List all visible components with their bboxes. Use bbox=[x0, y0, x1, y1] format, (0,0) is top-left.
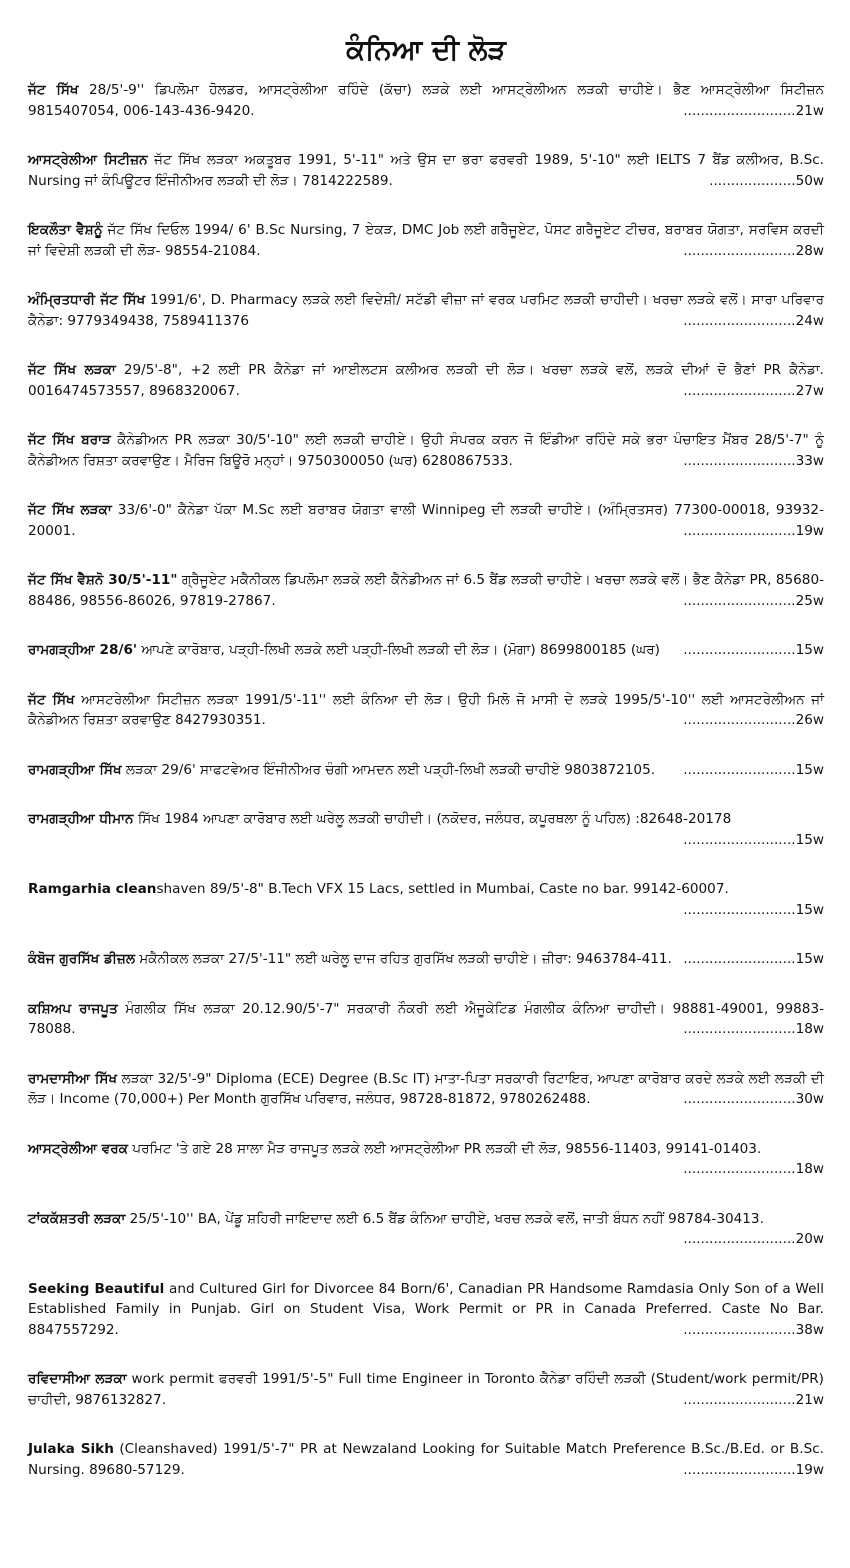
classified-ad bbox=[28, 150, 824, 191]
ad-lead: ਜੱਟ ਸਿੱਖ ਬਰਾੜ bbox=[28, 432, 111, 448]
classified-ad bbox=[28, 1139, 824, 1180]
ad-body: ਪਰਮਿਟ 'ਤੇ ਗਏ 28 ਸਾਲਾ ਮੈੜ ਰਾਜਪੂਤ ਲੜਕੇ ਲਈ ਆਸਟ੍ਰੇਲੀਆ PR ਲੜਕੀ ਦੀ ਲੋੜ, 98556-11403, 99141-01403. bbox=[128, 1140, 762, 1157]
classified-ad bbox=[28, 809, 824, 850]
ad-lead: ਜੱਟ ਸਿੱਖ ਵੈਸ਼ਨੋ 30/5'-11" bbox=[28, 572, 178, 588]
classified-ad bbox=[28, 500, 824, 541]
ad-ref: ..........................26w bbox=[683, 712, 824, 728]
ad-body: ਲੜਕਾ 29/6' ਸਾਫਟਵੇਅਰ ਇੰਜੀਨੀਅਰ ਚੰਗੀ ਆਮਦਨ ਲਈ ਪੜ੍ਹੀ-ਲਿਖੀ ਲੜਕੀ ਚਾਹੀਏ 9803872105. bbox=[121, 761, 656, 778]
ad-ref: ..........................30w bbox=[683, 1091, 824, 1107]
ad-body: ਸਿੱਖ 1984 ਆਪਣਾ ਕਾਰੋਬਾਰ ਲਈ ਘਰੇਲੂ ਲੜਕੀ ਚਾਹੀਦੀ। (ਨਕੋਦਰ, ਜਲੰਧਰ, ਕਪੂਰਥਲਾ ਨੂੰ ਪਹਿਲ) :82648-20178 bbox=[133, 811, 732, 827]
ad-ref: ..........................15w bbox=[683, 951, 824, 967]
classified-ad bbox=[28, 80, 824, 121]
classified-ad bbox=[28, 949, 824, 970]
ad-ref: ..........................18w bbox=[683, 1021, 824, 1037]
ad-ref: ..........................19w bbox=[683, 1461, 824, 1478]
ad-ref: ..........................15w bbox=[683, 901, 824, 918]
ad-body: ਜੱਟ ਸਿੱਖ ਲੜਕਾ ਅਕਤੂਬਰ 1991, 5'-11" ਅਤੇ ਉਸ ਦਾ ਭਰਾ ਫਰਵਰੀ 1989, 5'-10" ਲਈ IELTS 7 ਬੈਂਡ ਕਲੀਅਰ, B.Sc. Nursing ਜਾਂ ਕੰਪਿਊਟਰ ਇੰਜੀਨੀਅਰ ਲੜਕੀ ਦੀ ਲੋੜ। 7814222589. bbox=[28, 152, 824, 189]
ad-body: 1991/6', D. Pharmacy ਲੜਕੇ ਲਈ ਵਿਦੇਸ਼ੀ/ ਸਟੱਡੀ ਵੀਜ਼ਾ ਜਾਂ ਵਰਕ ਪਰਮਿਟ ਲੜਕੀ ਚਾਹੀਦੀ। ਖਰਚਾ ਲੜਕੇ ਵਲੋਂ। ਸਾਰਾ ਪਰਿਵਾਰ ਕੈਨੇਡਾ: 9779349438, 7589411376 bbox=[28, 292, 824, 329]
ad-ref: ..........................38w bbox=[683, 1321, 824, 1338]
ad-body: ਕੈਨੇਡੀਅਨ PR ਲੜਕਾ 30/5'-10" ਲਈ ਲੜਕੀ ਚਾਹੀਏ। ਉਹੀ ਸੰਪਰਕ ਕਰਨ ਜੋ ਇੰਡੀਆ ਰਹਿੰਦੇ ਸਕੇ ਭਰਾ ਪੰਚਾਇਤ ਮੈਂਬਰ 28/5'-7" ਨੂੰ ਕੈਨੇਡੀਅਨ ਰਿਸ਼ਤਾ ਕਰਵਾਉਣ। ਮੈਰਿਜ ਬਿਊਰੋ ਮਨ੍ਹਾਂ। 9750300050 (ਘਰ) 6280867533. bbox=[28, 432, 825, 469]
ad-body: ਮੰਗਲੀਕ ਸਿੱਖ ਲੜਕਾ 20.12.90/5'-7" ਸਰਕਾਰੀ ਨੌਕਰੀ ਲਈ ਐਜੂਕੇਟਿਡ ਮੰਗਲੀਕ ਕੰਨਿਆ ਚਾਹੀਦੀ। 98881-49001, 99883-78088. bbox=[28, 1000, 824, 1037]
ad-ref: ..........................33w bbox=[683, 452, 824, 469]
ad-body: ਆਪਣੇ ਕਾਰੋਬਾਰ, ਪੜ੍ਹੀ-ਲਿਖੀ ਲੜਕੇ ਲਈ ਪੜ੍ਹੀ-ਲਿਖੀ ਲੜਕੀ ਦੀ ਲੋੜ। (ਮੋਗਾ) 8699800185 (ਘਰ) bbox=[137, 642, 660, 658]
ad-lead: ਰਵਿਦਾਸੀਆ ਲੜਕਾ bbox=[28, 1371, 127, 1387]
classified-ad bbox=[28, 999, 824, 1040]
ad-body: ਗ੍ਰੈਜੂਏਟ ਮਕੈਨੀਕਲ ਡਿਪਲੋਮਾ ਲੜਕੇ ਲਈ ਕੈਨੇਡੀਅਨ ਜਾਂ 6.5 ਬੈਂਡ ਲੜਕੀ ਚਾਹੀਏ। ਖਰਚਾ ਲੜਕੇ ਵਲੋਂ। ਭੈਣ ਕੈਨੇਡਾ PR, 85680-88486, 98556-86026, 97819-27867. bbox=[28, 572, 824, 609]
ad-ref: ..........................27w bbox=[683, 382, 824, 399]
ads-list bbox=[28, 80, 824, 1480]
ad-lead: ਇਕਲੌਤਾ ਵੈਸ਼ਨੂੰ bbox=[28, 222, 103, 238]
ad-ref: ..........................21w bbox=[683, 102, 824, 119]
ad-ref: ..........................15w bbox=[683, 761, 824, 778]
classified-ad bbox=[28, 690, 824, 731]
ad-ref: ..........................25w bbox=[683, 592, 824, 609]
ad-lead: ਟਾਂਕਕੱਸ਼ਤਰੀ ਲੜਕਾ bbox=[28, 1210, 126, 1227]
ad-body: 33/6'-0" ਕੈਨੇਡਾ ਪੱਕਾ M.Sc ਲਈ ਬਰਾਬਰ ਯੋਗਤਾ ਵਾਲੀ Winnipeg ਦੀ ਲੜਕੀ ਚਾਹੀਏ। (ਅੰਮ੍ਰਿਤਸਰ) 77300-00018, 93932-20001. bbox=[28, 502, 824, 539]
ad-lead: ਕੰਬੋਜ ਗੁਰਸਿੱਖ ਡੀਜ਼ਲ bbox=[28, 951, 136, 967]
ad-lead: ਆਸਟ੍ਰੇਲੀਆ ਸਿਟੀਜ਼ਨ bbox=[28, 152, 148, 168]
classified-ad bbox=[28, 570, 824, 611]
ad-body: work permit ਫਰਵਰੀ 1991/5'-5" Full time Engineer in Toronto ਕੈਨੇਡਾ ਰਹਿੰਦੀ ਲੜਕੀ (Student/work permit/PR) ਚਾਹੀਦੀ, 9876132827. bbox=[28, 1371, 824, 1408]
ad-ref: ..........................15w bbox=[683, 642, 824, 658]
ad-ref: ....................50w bbox=[709, 172, 824, 189]
classified-ad bbox=[28, 879, 824, 920]
classified-ad bbox=[28, 430, 824, 471]
ad-body: and Cultured Girl for Divorcee 84 Born/6', Canadian PR Handsome Ramdasia Only Son of a Well Established Family in Punjab. Girl on Student Visa, Work Permit or PR in Canada Preferred. Caste No Bar. 8847557292. bbox=[28, 1280, 824, 1338]
ad-body: 28/5'-9'' ਡਿਪਲੋਮਾ ਹੋਲਡਰ, ਆਸਟ੍ਰੇਲੀਆ ਰਹਿੰਦੇ (ਕੱਚਾ) ਲੜਕੇ ਲਈ ਆਸਟ੍ਰੇਲੀਅਨ ਲੜਕੀ ਚਾਹੀਏ। ਭੈਣ ਆਸਟ੍ਰੇਲੀਆ ਸਿਟੀਜ਼ਨ 9815407054, 006-143-436-9420. bbox=[28, 82, 825, 119]
ad-body: 25/5'-10'' BA, ਪੇਂਡੂ ਸ਼ਹਿਰੀ ਜਾਇਦਾਦ ਲਈ 6.5 ਬੈਂਡ ਕੰਨਿਆ ਚਾਹੀਏ, ਖਰਚ ਲੜਕੇ ਵਲੋਂ, ਜਾਤੀ ਬੰਧਨ ਨਹੀਂ 98784-30413. bbox=[125, 1210, 764, 1227]
ad-ref: ..........................21w bbox=[683, 1391, 824, 1408]
ad-body: 29/5'-8", +2 ਲਈ PR ਕੈਨੇਡਾ ਜਾਂ ਆਈਲਟਸ ਕਲੀਅਰ ਲੜਕੀ ਦੀ ਲੋੜ। ਖਰਚਾ ਲੜਕੇ ਵਲੋਂ, ਲੜਕੇ ਦੀਆਂ ਦੋ ਭੈਣਾਂ PR ਕੈਨੇਡਾ. 0016474573557, 8968320067. bbox=[28, 362, 824, 399]
ad-lead: ਜੱਟ ਸਿੱਖ bbox=[28, 82, 79, 98]
ad-ref: ..........................19w bbox=[683, 522, 824, 539]
ad-lead: Seeking Beautiful bbox=[28, 1280, 165, 1297]
ad-lead: ਅੰਮ੍ਰਿਤਧਾਰੀ ਜੱਟ ਸਿੱਖ bbox=[28, 292, 146, 308]
ad-ref: ..........................20w bbox=[683, 1231, 824, 1247]
classified-ad bbox=[28, 290, 824, 331]
ad-lead: ਰਾਮਗੜ੍ਹੀਆ 28/6' bbox=[28, 642, 138, 658]
classified-ad bbox=[28, 640, 824, 661]
ad-lead: Ramgarhia clean bbox=[28, 881, 157, 897]
ad-lead: ਜੱਟ ਸਿੱਖ ਲੜਕਾ bbox=[28, 502, 112, 518]
ad-ref: ..........................28w bbox=[683, 242, 824, 259]
ad-lead: ਰਾਮਦਾਸੀਆ ਸਿੱਖ bbox=[28, 1070, 118, 1087]
classified-ad bbox=[28, 1439, 824, 1480]
classified-ad bbox=[28, 1279, 824, 1341]
ad-body: (Cleanshaved) 1991/5'-7" PR at Newzaland Looking for Suitable Match Preference B.Sc./B.Ed. or B.Sc. Nursing. 89680-57129. bbox=[28, 1441, 824, 1478]
ad-body: ਆਸਟਰੇਲੀਆ ਸਿਟੀਜ਼ਨ ਲੜਕਾ 1991/5'-11'' ਲਈ ਕੰਨਿਆ ਦੀ ਲੋੜ। ਉਹੀ ਮਿਲੋ ਜੋ ਮਾਸੀ ਦੇ ਲੜਕੇ 1995/5'-10'' ਲਈ ਆਸਟਰੇਲੀਅਨ ਜਾਂ ਕੈਨੇਡੀਅਨ ਰਿਸ਼ਤਾ ਕਰਵਾਉਣ 8427930351. bbox=[28, 691, 825, 728]
ad-body: shaven 89/5'-8" B.Tech VFX 15 Lacs, settled in Mumbai, Caste no bar. 99142-60007. bbox=[156, 881, 729, 897]
classified-ad bbox=[28, 760, 824, 781]
ad-ref: ..........................24w bbox=[683, 312, 824, 329]
ad-ref: ..........................18w bbox=[683, 1161, 824, 1177]
ad-lead: ਜੱਟ ਸਿੱਖ bbox=[28, 691, 75, 708]
classified-ad bbox=[28, 1209, 824, 1250]
ad-lead: ਰਾਮਗੜ੍ਹੀਆ ਧੀਮਾਨ bbox=[28, 811, 134, 827]
classified-ad bbox=[28, 1069, 824, 1110]
classified-ad bbox=[28, 220, 824, 261]
classified-ad bbox=[28, 1369, 824, 1410]
ad-lead: ਰਾਮਗੜ੍ਹੀਆ ਸਿੱਖ bbox=[28, 761, 122, 778]
ad-lead: ਜੱਟ ਸਿੱਖ ਲੜਕਾ bbox=[28, 362, 116, 378]
ad-body: ਮਕੈਨੀਕਲ ਲੜਕਾ 27/5'-11" ਲਈ ਘਰੇਲੂ ਦਾਜ ਰਹਿਤ ਗੁਰਸਿੱਖ ਲੜਕੀ ਚਾਹੀਏ। ਜ਼ੀਰਾ: 9463784-411. bbox=[135, 951, 672, 967]
ad-lead: Julaka Sikh bbox=[28, 1441, 114, 1457]
ad-body: ਜੱਟ ਸਿੱਖ ਦਿਓਲ 1994/ 6' B.Sc Nursing, 7 ਏਕੜ, DMC Job ਲਈ ਗਰੈਜੂਏਟ, ਪੋਸਟ ਗਰੈਜੂਏਟ ਟੀਚਰ, ਬਰਾਬਰ ਯੋਗਤਾ, ਸਰਵਿਸ ਕਰਦੀ ਜਾਂ ਵਿਦੇਸ਼ੀ ਲੜਕੀ ਦੀ ਲੋੜ- 98554-21084. bbox=[28, 222, 825, 259]
classified-ad bbox=[28, 360, 824, 401]
ad-body: ਲੜਕਾ 32/5'-9" Diploma (ECE) Degree (B.Sc IT) ਮਾਤਾ-ਪਿਤਾ ਸਰਕਾਰੀ ਰਿਟਾਇਰ, ਆਪਣਾ ਕਾਰੋਬਾਰ ਕਰਦੇ ਲੜਕੇ ਲਈ ਲੜਕੀ ਦੀ ਲੋੜ। Income (70,000+) Per Month ਗੁਰਸਿੱਖ ਪਰਿਵਾਰ, ਜਲੰਧਰ, 98728-81872, 9780262488. bbox=[28, 1070, 824, 1107]
ad-ref: ..........................15w bbox=[683, 831, 824, 848]
ad-lead: ਕਸ਼ਿਅਪ ਰਾਜਪੂਤ bbox=[28, 1000, 118, 1017]
page-title: ਕੰਨਿਆ ਦੀ ਲੋੜ bbox=[346, 33, 506, 66]
ad-lead: ਆਸਟ੍ਰੇਲੀਆ ਵਰਕ bbox=[28, 1140, 128, 1157]
